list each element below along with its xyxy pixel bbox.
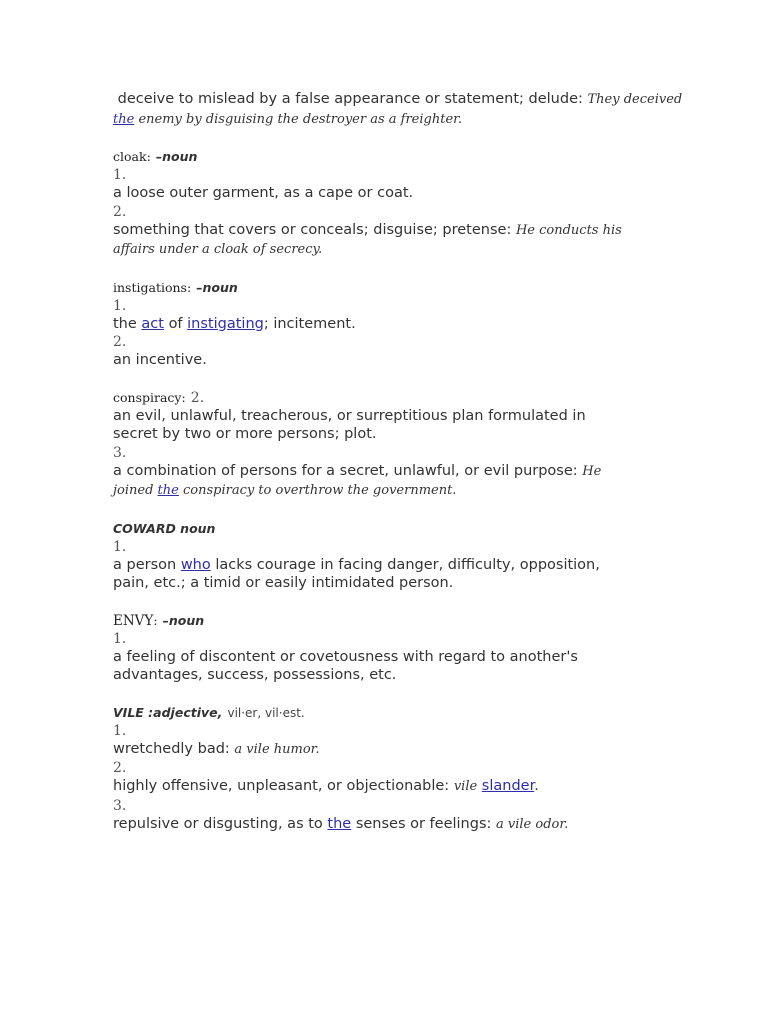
entry-vile: VILE :adjective, vil·er, vil·est. 1. wretchedly bad: a vile humor. 2. highly offensive, unpleasant, or objectionable: vile slander. 3. repulsive or disgusting, as to the senses or feelings: a vile odor. [113,703,653,835]
part-of-speech: –noun [162,612,205,628]
dictionary-link[interactable]: the [327,815,352,832]
sense-number: 1. [113,297,127,314]
sense-number: 1. [113,630,127,647]
definition: advantages, success, possessions, etc. [113,667,397,683]
headword-coward: COWARD noun [113,520,216,536]
dictionary-link[interactable]: instigating [187,315,264,332]
entry-cloak: cloak: –noun 1. a loose outer garment, as a cape or coat. 2. something that covers or conceals; disguise; pretense: He conducts his affairs under a cloak of secrecy. [113,147,653,260]
entry-instigations: instigations: –noun 1. the act of instigating; incitement. 2. an incentive. [113,278,653,370]
sense-number: 3. [113,444,127,461]
dictionary-link[interactable]: act [141,315,164,332]
sense-number: 2. [113,203,127,220]
definition: an evil, unlawful, treacherous, or surreptitious plan formulated in [113,407,586,424]
definition: a feeling of discontent or covetousness with regard to another's [113,648,578,665]
example-text: enemy by disguising the destroyer as a freighter. [138,111,463,127]
example-text: He [582,463,602,479]
inflected-forms: vil·er, vil·est. [227,705,305,720]
example-text: affairs under a cloak of secrecy. [113,242,323,257]
headword-vile: VILE :adjective, [113,704,223,720]
example-text: a vile odor. [496,816,569,832]
part-of-speech: –noun [196,279,238,295]
document-page [113,90,683,834]
dictionary-link[interactable]: who [180,556,211,573]
definition: something that covers or conceals; disguise; pretense: [113,221,512,238]
sense-number: 2. [113,334,127,350]
sense-number: 2. [113,760,127,776]
definition: pain, etc.; a timid or easily intimidated person. [113,575,454,591]
dictionary-link[interactable]: the [113,111,135,127]
dictionary-link[interactable]: slander [481,778,535,794]
definition: a loose outer garment, as a cape or coat. [113,185,414,201]
sense-number: 3. [113,797,127,814]
entry-deceive [113,90,683,129]
example-text: They deceived [587,92,683,107]
definition: a combination of persons for a secret, unlawful, or evil purpose: [113,462,578,479]
headword-cloak: cloak [113,149,147,164]
part-of-speech: –noun [155,149,198,164]
entry-coward: COWARD noun 1. a person who lacks courage in facing danger, difficulty, opposition, pain, etc.; a timid or easily intimidated person. [113,519,653,593]
definition: to mislead by a false appearance or statement; delude: [178,91,583,107]
example-text: vile [453,779,478,794]
example-text: a vile humor. [234,741,320,757]
headword-conspiracy: conspiracy [113,389,182,405]
example-text: He conducts his [515,222,622,238]
definition: an incentive. [113,352,207,368]
headword-deceive: deceive [117,91,175,107]
entry-envy: ENVY: –noun 1. a feeling of discontent or covetousness with regard to another's advantages, success, possessions, etc. [113,611,653,685]
definition: secret by two or more persons; plot. [113,426,377,442]
headword-envy: ENVY [113,612,154,629]
sense-number: 2. [190,389,205,406]
entry-conspiracy: conspiracy: 2. an evil, unlawful, treacherous, or surreptitious plan formulated in secret by two or more persons; plot. 3. a combination of persons for a secret, unlawful, or evil purpose: He joined the conspiracy to overthrow the government. [113,388,653,501]
sense-number: 1. [113,538,127,555]
headword-instigations: instigations [113,279,187,295]
sense-number: 1. [113,167,127,183]
dictionary-link[interactable]: the [157,483,179,498]
sense-number: 1. [113,722,127,739]
